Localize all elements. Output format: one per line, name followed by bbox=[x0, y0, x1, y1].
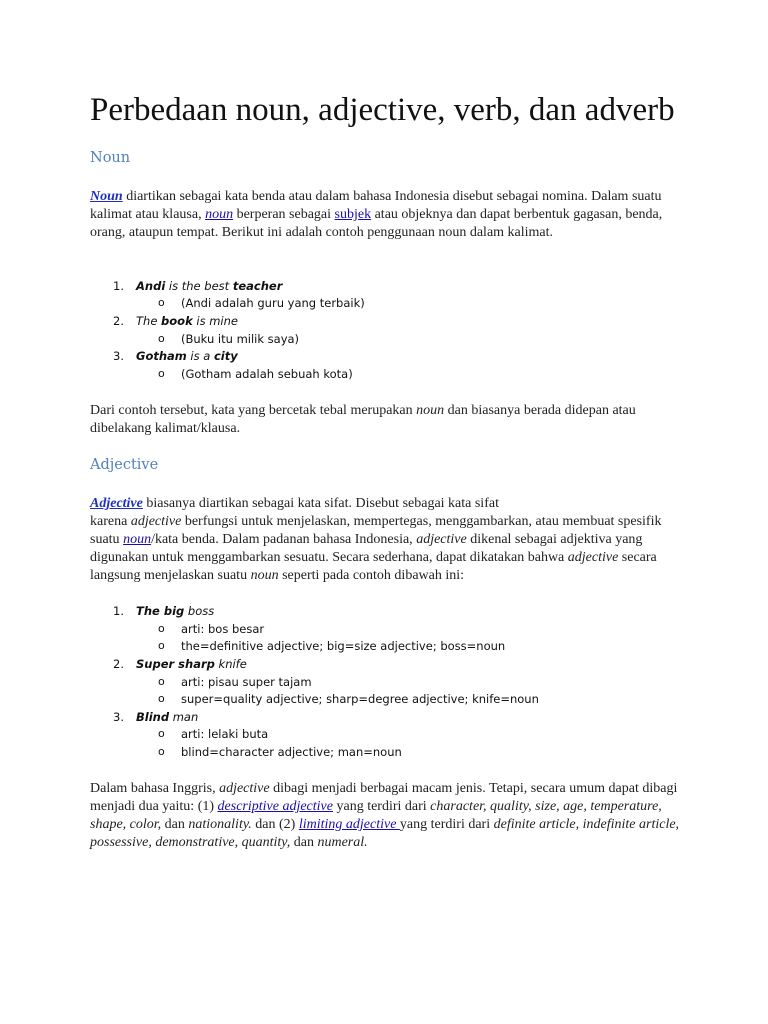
adjective-intro-text-2: karena bbox=[90, 514, 131, 529]
example-bold: city bbox=[213, 349, 238, 363]
bullet-icon: o bbox=[158, 745, 165, 758]
list-number: 1. bbox=[113, 279, 124, 293]
example-bold: book bbox=[161, 314, 193, 328]
translation-text: arti: pisau super tajam bbox=[181, 675, 312, 689]
adjective-intro-text-6: secara langsung menjelaskan suatu bbox=[90, 550, 657, 583]
adjective-closing-italic: numeral. bbox=[317, 835, 368, 850]
analysis-text: blind=character adjective; man=noun bbox=[181, 745, 402, 759]
adjective-intro-text-3: berfungsi untuk menjelaskan, mempertegas, menggambarkan, atau membuat spesifik suatu bbox=[90, 514, 662, 547]
example-text: knife bbox=[214, 657, 247, 671]
bullet-icon: o bbox=[158, 692, 165, 705]
example-bold: Blind bbox=[136, 710, 170, 724]
noun-closing-italic: noun bbox=[416, 403, 445, 418]
bullet-icon: o bbox=[158, 727, 165, 740]
adjective-closing-italic: definite article, indefinite article, possessive, demonstrative, quantity, bbox=[90, 817, 680, 850]
bullet-icon: o bbox=[158, 332, 165, 345]
noun-intro-text-1: diartikan sebagai kata benda atau dalam bahasa Indonesia disebut sebagai nomina. Dalam suatu kalimat atau klausa, bbox=[90, 189, 662, 222]
example-text: is mine bbox=[192, 314, 238, 328]
page-title: Perbedaan noun, adjective, verb, dan adverb bbox=[90, 92, 675, 128]
example-text: is a bbox=[186, 349, 214, 363]
translation-text: (Buku itu milik saya) bbox=[181, 332, 300, 346]
example-bold: Super sharp bbox=[136, 657, 215, 671]
bullet-icon: o bbox=[158, 639, 165, 652]
example-text: boss bbox=[184, 604, 215, 618]
adjective-closing-italic: nationality. bbox=[188, 817, 252, 832]
noun-closing-text-2: dan biasanya berada didepan atau dibelakang kalimat/klausa. bbox=[90, 403, 636, 436]
adjective-intro-italic: adjective bbox=[416, 532, 467, 547]
adjective-closing-italic: adjective bbox=[219, 781, 270, 796]
subjek-link[interactable]: subjek bbox=[334, 207, 372, 222]
adjective-intro-text-1: biasanya diartikan sebagai kata sifat. Disebut sebagai kata sifat bbox=[142, 496, 499, 511]
example-bold: Andi bbox=[136, 279, 166, 293]
adjective-intro-italic: adjective bbox=[567, 550, 619, 565]
adjective-closing-text: yang terdiri dari bbox=[332, 799, 431, 814]
list-number: 3. bbox=[113, 710, 124, 724]
noun-intro-paragraph bbox=[90, 188, 690, 242]
translation-text: (Gotham adalah sebuah kota) bbox=[181, 367, 353, 381]
adjective-closing-italic: character, quality, size, age, temperature, shape, color, bbox=[90, 799, 662, 832]
bullet-icon: o bbox=[158, 367, 165, 380]
adjective-intro-text-4: /kata benda. Dalam padanan bahasa Indonesia, bbox=[151, 532, 417, 547]
adjective-closing-paragraph bbox=[90, 780, 690, 852]
adjective-intro-paragraph bbox=[90, 495, 690, 585]
list-number: 2. bbox=[113, 657, 124, 671]
list-number: 2. bbox=[113, 314, 124, 328]
adjective-intro-text-7: seperti pada contoh dibawah ini: bbox=[278, 568, 465, 583]
bullet-icon: o bbox=[158, 296, 165, 309]
translation-text: arti: lelaki buta bbox=[181, 727, 269, 741]
noun-heading: Noun bbox=[90, 150, 131, 166]
adjective-strong-link[interactable]: Adjective bbox=[90, 496, 143, 511]
example-bold: The big bbox=[136, 604, 185, 618]
noun-intro-text-3: atau objeknya dan dapat berbentuk gagasan, benda, orang, ataupun tempat. Berikut ini adalah contoh penggunaan noun dalam kalimat. bbox=[90, 207, 663, 240]
adjective-closing-text: dan (2) bbox=[251, 817, 299, 832]
noun-link[interactable]: noun bbox=[123, 532, 152, 547]
analysis-text: the=definitive adjective; big=size adjective; boss=noun bbox=[181, 639, 506, 653]
adjective-heading: Adjective bbox=[90, 457, 159, 473]
example-text: man bbox=[169, 710, 199, 724]
noun-intro-text-2: berperan sebagai bbox=[233, 207, 335, 222]
example-bold: Gotham bbox=[136, 349, 187, 363]
example-text: The bbox=[136, 314, 162, 328]
adjective-closing-text: yang terdiri dari bbox=[399, 817, 494, 832]
adjective-closing-text: dan bbox=[290, 835, 318, 850]
adjective-intro-italic: noun bbox=[250, 568, 279, 583]
list-number: 1. bbox=[113, 604, 124, 618]
analysis-text: super=quality adjective; sharp=degree adjective; knife=noun bbox=[181, 692, 539, 706]
example-text: is the best bbox=[165, 279, 233, 293]
bullet-icon: o bbox=[158, 675, 165, 688]
descriptive-adjective-link[interactable]: descriptive adjective bbox=[217, 799, 333, 814]
noun-strong-link[interactable]: Noun bbox=[90, 189, 123, 204]
bullet-icon: o bbox=[158, 622, 165, 635]
noun-link[interactable]: noun bbox=[205, 207, 234, 222]
adjective-intro-italic: adjective bbox=[130, 514, 182, 529]
adjective-closing-text: dan bbox=[161, 817, 189, 832]
adjective-closing-text: dibagi menjadi berbagai macam jenis. Tetapi, secara umum dapat dibagi menjadi dua yaitu: (1) bbox=[90, 781, 678, 814]
translation-text: arti: bos besar bbox=[181, 622, 265, 636]
adjective-intro-text-5: dikenal sebagai adjektiva yang digunakan untuk menggambarkan sesuatu. Secara sederhana, dapat dikatakan bahwa bbox=[90, 532, 643, 565]
list-number: 3. bbox=[113, 349, 124, 363]
noun-closing-text-1: Dari contoh tersebut, kata yang bercetak tebal merupakan bbox=[90, 403, 417, 418]
example-bold: teacher bbox=[232, 279, 283, 293]
adjective-closing-text: Dalam bahasa Inggris, bbox=[90, 781, 220, 796]
translation-text: (Andi adalah guru yang terbaik) bbox=[181, 296, 365, 310]
limiting-adjective-link[interactable]: limiting adjective bbox=[298, 817, 400, 832]
noun-closing-paragraph bbox=[90, 402, 690, 438]
